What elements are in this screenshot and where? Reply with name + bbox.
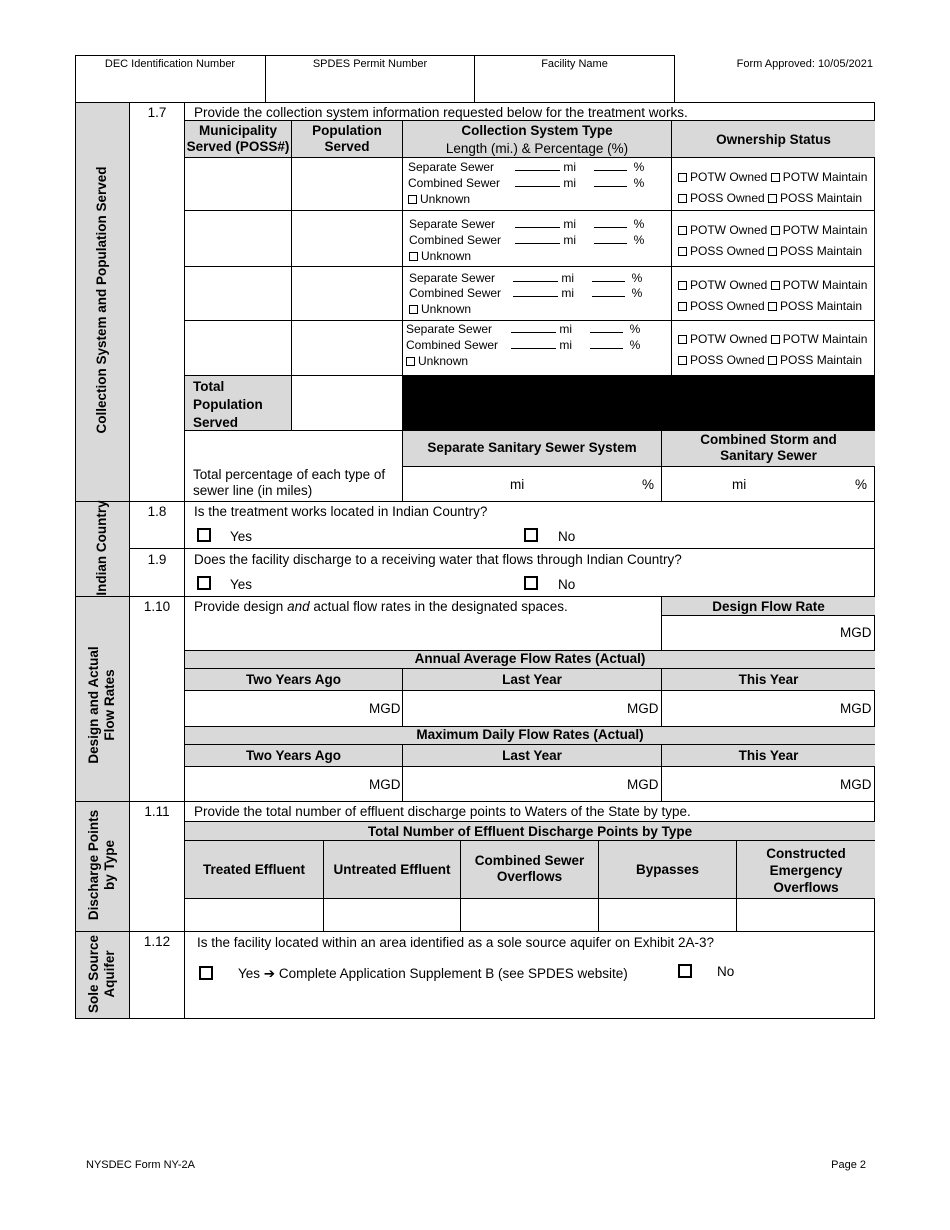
annual-this-mgd: MGD: [840, 701, 872, 716]
unknown-checkbox[interactable]: [409, 252, 418, 261]
pct-unit: %: [629, 322, 641, 336]
design-flow-header: Design Flow Rate: [712, 599, 825, 614]
combined-pct-input[interactable]: [592, 286, 625, 297]
poss-maintain-checkbox[interactable]: [768, 302, 777, 311]
potw-owned-checkbox[interactable]: [678, 226, 687, 235]
poss-owned-checkbox[interactable]: [678, 356, 687, 365]
potw-maintain-checkbox[interactable]: [771, 335, 780, 344]
mi-unit: mi: [563, 160, 577, 174]
municipality-input[interactable]: [185, 267, 291, 320]
unknown-label: Unknown: [421, 302, 472, 316]
cso-input[interactable]: [461, 899, 598, 931]
combined-sewer-label: Combined Sewer: [409, 286, 502, 300]
col-cso: Combined Sewer Overflows: [474, 853, 585, 884]
max-this-year: This Year: [738, 748, 799, 763]
municipality-input[interactable]: [185, 158, 291, 210]
mi-unit: mi: [563, 217, 577, 231]
q1-8-no-label: No: [558, 529, 576, 544]
sep-mi-unit: mi: [510, 477, 525, 492]
combined-mi-input[interactable]: [513, 286, 558, 297]
ceo-input[interactable]: [737, 899, 875, 931]
population-input[interactable]: [292, 267, 402, 320]
col-bypasses: Bypasses: [635, 862, 700, 877]
mi-unit: mi: [559, 338, 573, 352]
poss-owned-checkbox[interactable]: [678, 302, 687, 311]
separate-mi-input[interactable]: [515, 217, 560, 228]
total-population-label: Total Population Served: [193, 379, 263, 430]
max-two-mgd: MGD: [369, 777, 401, 792]
poss-maintain-checkbox[interactable]: [768, 247, 777, 256]
bypasses-input[interactable]: [599, 899, 736, 931]
separate-pct-input[interactable]: [592, 271, 625, 282]
facility-field[interactable]: [475, 55, 675, 102]
q1-10-text: Provide design and actual flow rates in the designated spaces.: [194, 599, 568, 614]
maximum-header: Maximum Daily Flow Rates (Actual): [416, 727, 644, 742]
total-pct-label: Total percentage of each type of sewer line (in miles): [193, 467, 386, 498]
potw-maintain-label: POTW Maintain: [782, 223, 868, 237]
combined-mi-input[interactable]: [511, 338, 556, 349]
combined-sewer-label: Combined Sewer: [409, 233, 502, 247]
mi-unit: mi: [561, 271, 575, 285]
pct-unit: %: [633, 176, 645, 190]
q1-9-yes-checkbox[interactable]: [197, 576, 211, 590]
dec-id-field[interactable]: [75, 55, 266, 102]
unknown-label: Unknown: [421, 249, 472, 263]
poss-owned-checkbox[interactable]: [678, 194, 687, 203]
population-input[interactable]: [292, 158, 402, 210]
separate-pct-input[interactable]: [590, 322, 623, 333]
separate-sewer-label: Separate Sewer: [409, 217, 496, 231]
pct-unit: %: [631, 286, 643, 300]
potw-owned-checkbox[interactable]: [678, 335, 687, 344]
sep-sanitary-total-input[interactable]: [403, 467, 661, 501]
footer-form: NYSDEC Form NY-2A: [86, 1159, 196, 1171]
potw-maintain-checkbox[interactable]: [771, 173, 780, 182]
poss-owned-label: POSS Owned: [690, 299, 765, 313]
pct-unit: %: [633, 217, 645, 231]
q1-11-number: 1.11: [144, 804, 170, 819]
potw-owned-label: POTW Owned: [690, 278, 768, 292]
q1-9-no-label: No: [558, 577, 576, 592]
potw-maintain-label: POTW Maintain: [782, 170, 868, 184]
col-municipality: Municipality Served (POSS#): [186, 123, 290, 154]
q1-11-text: Provide the total number of effluent discharge points to Waters of the State by type.: [194, 804, 691, 819]
annual-two-mgd: MGD: [369, 701, 401, 716]
potw-owned-label: POTW Owned: [690, 332, 768, 346]
q1-7-text: Provide the collection system information requested below for the treatment works.: [194, 105, 688, 120]
unknown-label: Unknown: [420, 192, 471, 206]
combined-storm-header: Combined Storm and Sanitary Sewer: [700, 432, 837, 463]
sep-sanitary-header: Separate Sanitary Sewer System: [427, 440, 637, 455]
treated-input[interactable]: [185, 899, 323, 931]
poss-owned-label: POSS Owned: [690, 191, 765, 205]
col-ownership: Ownership Status: [716, 132, 831, 147]
blacked-out-area: [403, 376, 875, 430]
potw-owned-label: POTW Owned: [690, 223, 768, 237]
section-collection: Collection System and Population Served: [94, 166, 109, 434]
q1-9-number: 1.9: [147, 552, 167, 567]
col-treated: Treated Effluent: [202, 862, 305, 877]
poss-maintain-label: POSS Maintain: [780, 299, 863, 313]
combined-mi-input[interactable]: [515, 176, 560, 187]
untreated-input[interactable]: [324, 899, 460, 931]
mi-unit: mi: [563, 176, 577, 190]
section-aquifer: Sole Source Aquifer: [86, 934, 117, 1014]
poss-maintain-label: POSS Maintain: [780, 191, 863, 205]
unknown-label: Unknown: [418, 354, 469, 368]
q1-7-number: 1.7: [147, 105, 167, 120]
col-untreated: Untreated Effluent: [333, 862, 451, 877]
unknown-checkbox[interactable]: [406, 357, 415, 366]
col-system-title: Collection System Type: [461, 123, 613, 138]
combined-pct-input[interactable]: [594, 176, 627, 187]
mi-unit: mi: [563, 233, 577, 247]
q1-12-no-label: No: [717, 964, 735, 979]
annual-header: Annual Average Flow Rates (Actual): [414, 651, 646, 666]
separate-pct-input[interactable]: [594, 217, 627, 228]
potw-maintain-label: POTW Maintain: [782, 332, 868, 346]
annual-two-years: Two Years Ago: [245, 672, 342, 687]
max-last-mgd: MGD: [627, 777, 659, 792]
annual-last-year-input[interactable]: [403, 691, 661, 726]
q1-8-no-checkbox[interactable]: [524, 528, 538, 542]
max-two-years: Two Years Ago: [245, 748, 342, 763]
q1-8-text: Is the treatment works located in Indian Country?: [194, 504, 488, 519]
poss-maintain-label: POSS Maintain: [780, 353, 863, 367]
potw-maintain-checkbox[interactable]: [771, 281, 780, 290]
section-design: Design and Actual Flow Rates: [86, 646, 117, 764]
dec-id-label: DEC Identification Number: [104, 58, 236, 70]
spdes-field[interactable]: [266, 55, 475, 102]
potw-maintain-label: POTW Maintain: [782, 278, 868, 292]
annual-this-year: This Year: [738, 672, 799, 687]
combined-sewer-label: Combined Sewer: [408, 176, 501, 190]
separate-sewer-label: Separate Sewer: [409, 271, 496, 285]
section-indian: Indian Country: [94, 500, 109, 596]
separate-mi-input[interactable]: [511, 322, 556, 333]
form-approved: Form Approved: 10/05/2021: [736, 58, 873, 70]
annual-last-year: Last Year: [502, 672, 562, 687]
spdes-label: SPDES Permit Number: [312, 58, 428, 70]
discharge-total-header: Total Number of Effluent Discharge Points by Type: [367, 824, 693, 839]
separate-pct-input[interactable]: [594, 160, 627, 171]
q1-12-yes-checkbox[interactable]: [199, 966, 213, 980]
potw-owned-checkbox[interactable]: [678, 173, 687, 182]
q1-10-number: 1.10: [143, 599, 171, 614]
municipality-input[interactable]: [185, 211, 291, 266]
mi-unit: mi: [559, 322, 573, 336]
design-mgd: MGD: [840, 625, 872, 640]
potw-maintain-checkbox[interactable]: [771, 226, 780, 235]
combined-mi-input[interactable]: [515, 233, 560, 244]
q1-9-text: Does the facility discharge to a receiving water that flows through Indian Country?: [194, 552, 682, 567]
pct-unit: %: [629, 338, 641, 352]
col-population: Population Served: [312, 123, 382, 154]
max-last-year: Last Year: [502, 748, 562, 763]
pct-unit: %: [631, 271, 643, 285]
unknown-checkbox[interactable]: [408, 195, 417, 204]
q1-12-text: Is the facility located within an area identified as a sole source aquifer on Exhibit 2A-3?: [197, 935, 715, 950]
poss-owned-checkbox[interactable]: [678, 247, 687, 256]
section-discharge: Discharge Points by Type: [86, 809, 117, 921]
poss-owned-label: POSS Owned: [690, 244, 765, 258]
footer-page: Page 2: [831, 1159, 866, 1171]
population-input[interactable]: [292, 321, 402, 375]
potw-owned-label: POTW Owned: [690, 170, 768, 184]
q1-12-yes-label: Yes ➔ Complete Application Supplement B (see SPDES website): [238, 966, 628, 982]
potw-owned-checkbox[interactable]: [678, 281, 687, 290]
mi-unit: mi: [561, 286, 575, 300]
max-last-year-input[interactable]: [403, 767, 661, 801]
facility-label: Facility Name: [541, 58, 608, 70]
q1-9-no-checkbox[interactable]: [524, 576, 538, 590]
col-system-sub: Length (mi.) & Percentage (%): [445, 141, 629, 156]
pct-unit: %: [633, 233, 645, 247]
q1-8-yes-label: Yes: [230, 529, 253, 544]
q1-8-yes-checkbox[interactable]: [197, 528, 211, 542]
annual-last-mgd: MGD: [627, 701, 659, 716]
separate-sewer-label: Separate Sewer: [408, 160, 495, 174]
poss-maintain-checkbox[interactable]: [768, 194, 777, 203]
pct-unit: %: [633, 160, 645, 174]
col-ceo: Constructed Emergency Overflows: [766, 846, 846, 895]
max-this-mgd: MGD: [840, 777, 872, 792]
poss-maintain-label: POSS Maintain: [780, 244, 863, 258]
separate-sewer-label: Separate Sewer: [406, 322, 493, 336]
combined-sewer-label: Combined Sewer: [406, 338, 499, 352]
poss-owned-label: POSS Owned: [690, 353, 765, 367]
separate-mi-input[interactable]: [515, 160, 560, 171]
unknown-checkbox[interactable]: [409, 305, 418, 314]
separate-mi-input[interactable]: [513, 271, 558, 282]
q1-12-number: 1.12: [143, 934, 171, 949]
q1-8-number: 1.8: [147, 504, 167, 519]
comb-pct-unit: %: [855, 477, 868, 492]
combined-pct-input[interactable]: [594, 233, 627, 244]
combined-total-input[interactable]: [662, 467, 875, 501]
population-input[interactable]: [292, 211, 402, 266]
sep-pct-unit: %: [642, 477, 655, 492]
poss-maintain-checkbox[interactable]: [768, 356, 777, 365]
q1-12-no-checkbox[interactable]: [678, 964, 692, 978]
total-population-input[interactable]: [292, 376, 402, 430]
comb-mi-unit: mi: [732, 477, 747, 492]
municipality-input[interactable]: [185, 321, 291, 375]
combined-pct-input[interactable]: [590, 338, 623, 349]
q1-9-yes-label: Yes: [230, 577, 253, 592]
